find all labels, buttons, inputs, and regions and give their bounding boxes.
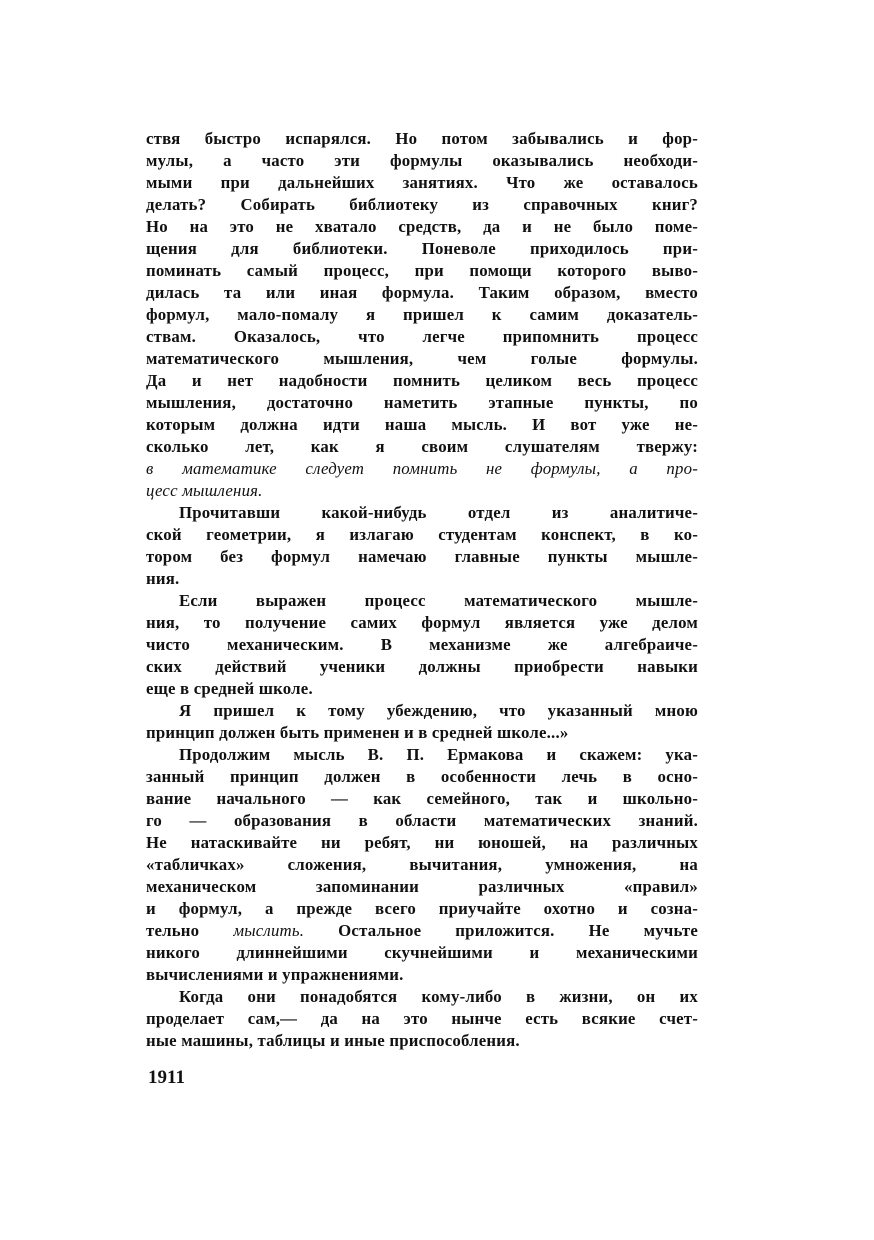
text-line: математического мышления, чем голые формулы. bbox=[146, 349, 698, 368]
text-line: поминать самый процесс, при помощи которого выво- bbox=[146, 261, 698, 280]
text-line: еще в средней школе. bbox=[146, 679, 313, 698]
text-line: го — образования в области математических знаний. bbox=[146, 811, 698, 830]
italic-quote: цесс мышления. bbox=[146, 481, 263, 500]
paragraph-start: Если выражен процесс математического мышле- bbox=[179, 591, 698, 610]
text-segment: Остальное приложится. Не мучьте bbox=[338, 921, 698, 940]
text-line: Но на это не хватало средств, да и не было поме- bbox=[146, 217, 698, 236]
text-line: механическом запоминании различных «правил» bbox=[146, 877, 698, 896]
text-line: которым должна идти наша мысль. И вот уже не- bbox=[146, 415, 698, 434]
paragraph-start: Я пришел к тому убеждению, что указанный мною bbox=[179, 701, 698, 720]
text-line: занный принцип должен в особенности лечь в осно- bbox=[146, 767, 698, 786]
text-line: дилась та или иная формула. Таким образом, вместо bbox=[146, 283, 698, 302]
text-line: ния, то получение самих формул является уже делом bbox=[146, 613, 698, 632]
text-line: ствам. Оказалось, что легче припомнить процесс bbox=[146, 327, 698, 346]
paragraph-start: Когда они понадобятся кому-либо в жизни, он их bbox=[179, 987, 698, 1006]
text-line-italic bbox=[146, 458, 698, 480]
text-line: щения для библиотеки. Поневоле приходилось при- bbox=[146, 239, 698, 258]
text-line-italic bbox=[146, 480, 698, 502]
italic-quote: в математике следует помнить не формулы, а про- bbox=[146, 459, 698, 478]
text-line: Не натаскивайте ни ребят, ни юношей, на различных bbox=[146, 833, 698, 852]
year-label: 1911 bbox=[148, 1067, 185, 1088]
text-line: формул, мало-помалу я пришел к самим доказатель- bbox=[146, 305, 698, 324]
text-line: принцип должен быть применен и в средней школе...» bbox=[146, 723, 569, 742]
text-line: чисто механическим. В механизме же алгебраиче- bbox=[146, 635, 698, 654]
text-line: никого длиннейшими скучнейшими и механическими bbox=[146, 943, 698, 962]
italic-word: мыслить. bbox=[233, 921, 305, 940]
text-line: ные машины, таблицы и иные приспособления. bbox=[146, 1031, 520, 1050]
text-line-mixed bbox=[146, 920, 698, 942]
text-line: мыми при дальнейших занятиях. Что же оставалось bbox=[146, 173, 698, 192]
text-line: ских действий ученики должны приобрести навыки bbox=[146, 657, 698, 676]
text-line: мулы, а часто эти формулы оказывались необходи- bbox=[146, 151, 698, 170]
text-line: тором без формул намечаю главные пункты мышле- bbox=[146, 547, 698, 566]
text-line: Да и нет надобности помнить целиком весь процесс bbox=[146, 371, 698, 390]
text-line: и формул, а прежде всего приучайте охотно и созна- bbox=[146, 899, 698, 918]
paragraph-start: Продолжим мысль В. П. Ермакова и скажем: ука- bbox=[179, 745, 698, 764]
text-line: проделает сам,— да на это нынче есть всякие счет- bbox=[146, 1009, 698, 1028]
body-text bbox=[146, 128, 698, 1052]
text-line: «табличках» сложения, вычитания, умножения, на bbox=[146, 855, 698, 874]
text-line: вание начального — как семейного, так и школьно- bbox=[146, 789, 698, 808]
text-line: мышления, достаточно наметить этапные пункты, по bbox=[146, 393, 698, 412]
text-segment: тельно bbox=[146, 921, 200, 940]
text-line: ния. bbox=[146, 569, 180, 588]
text-line: делать? Собирать библиотеку из справочных книг? bbox=[146, 195, 698, 214]
text-line: ствя быстро испарялся. Но потом забывались и фор- bbox=[146, 129, 698, 148]
paragraph-start: Прочитавши какой-нибудь отдел из аналитиче- bbox=[179, 503, 698, 522]
text-line: сколько лет, как я своим слушателям твержу: bbox=[146, 437, 698, 456]
text-line: вычислениями и упражнениями. bbox=[146, 965, 404, 984]
text-line: ской геометрии, я излагаю студентам конспект, в ко- bbox=[146, 525, 698, 544]
